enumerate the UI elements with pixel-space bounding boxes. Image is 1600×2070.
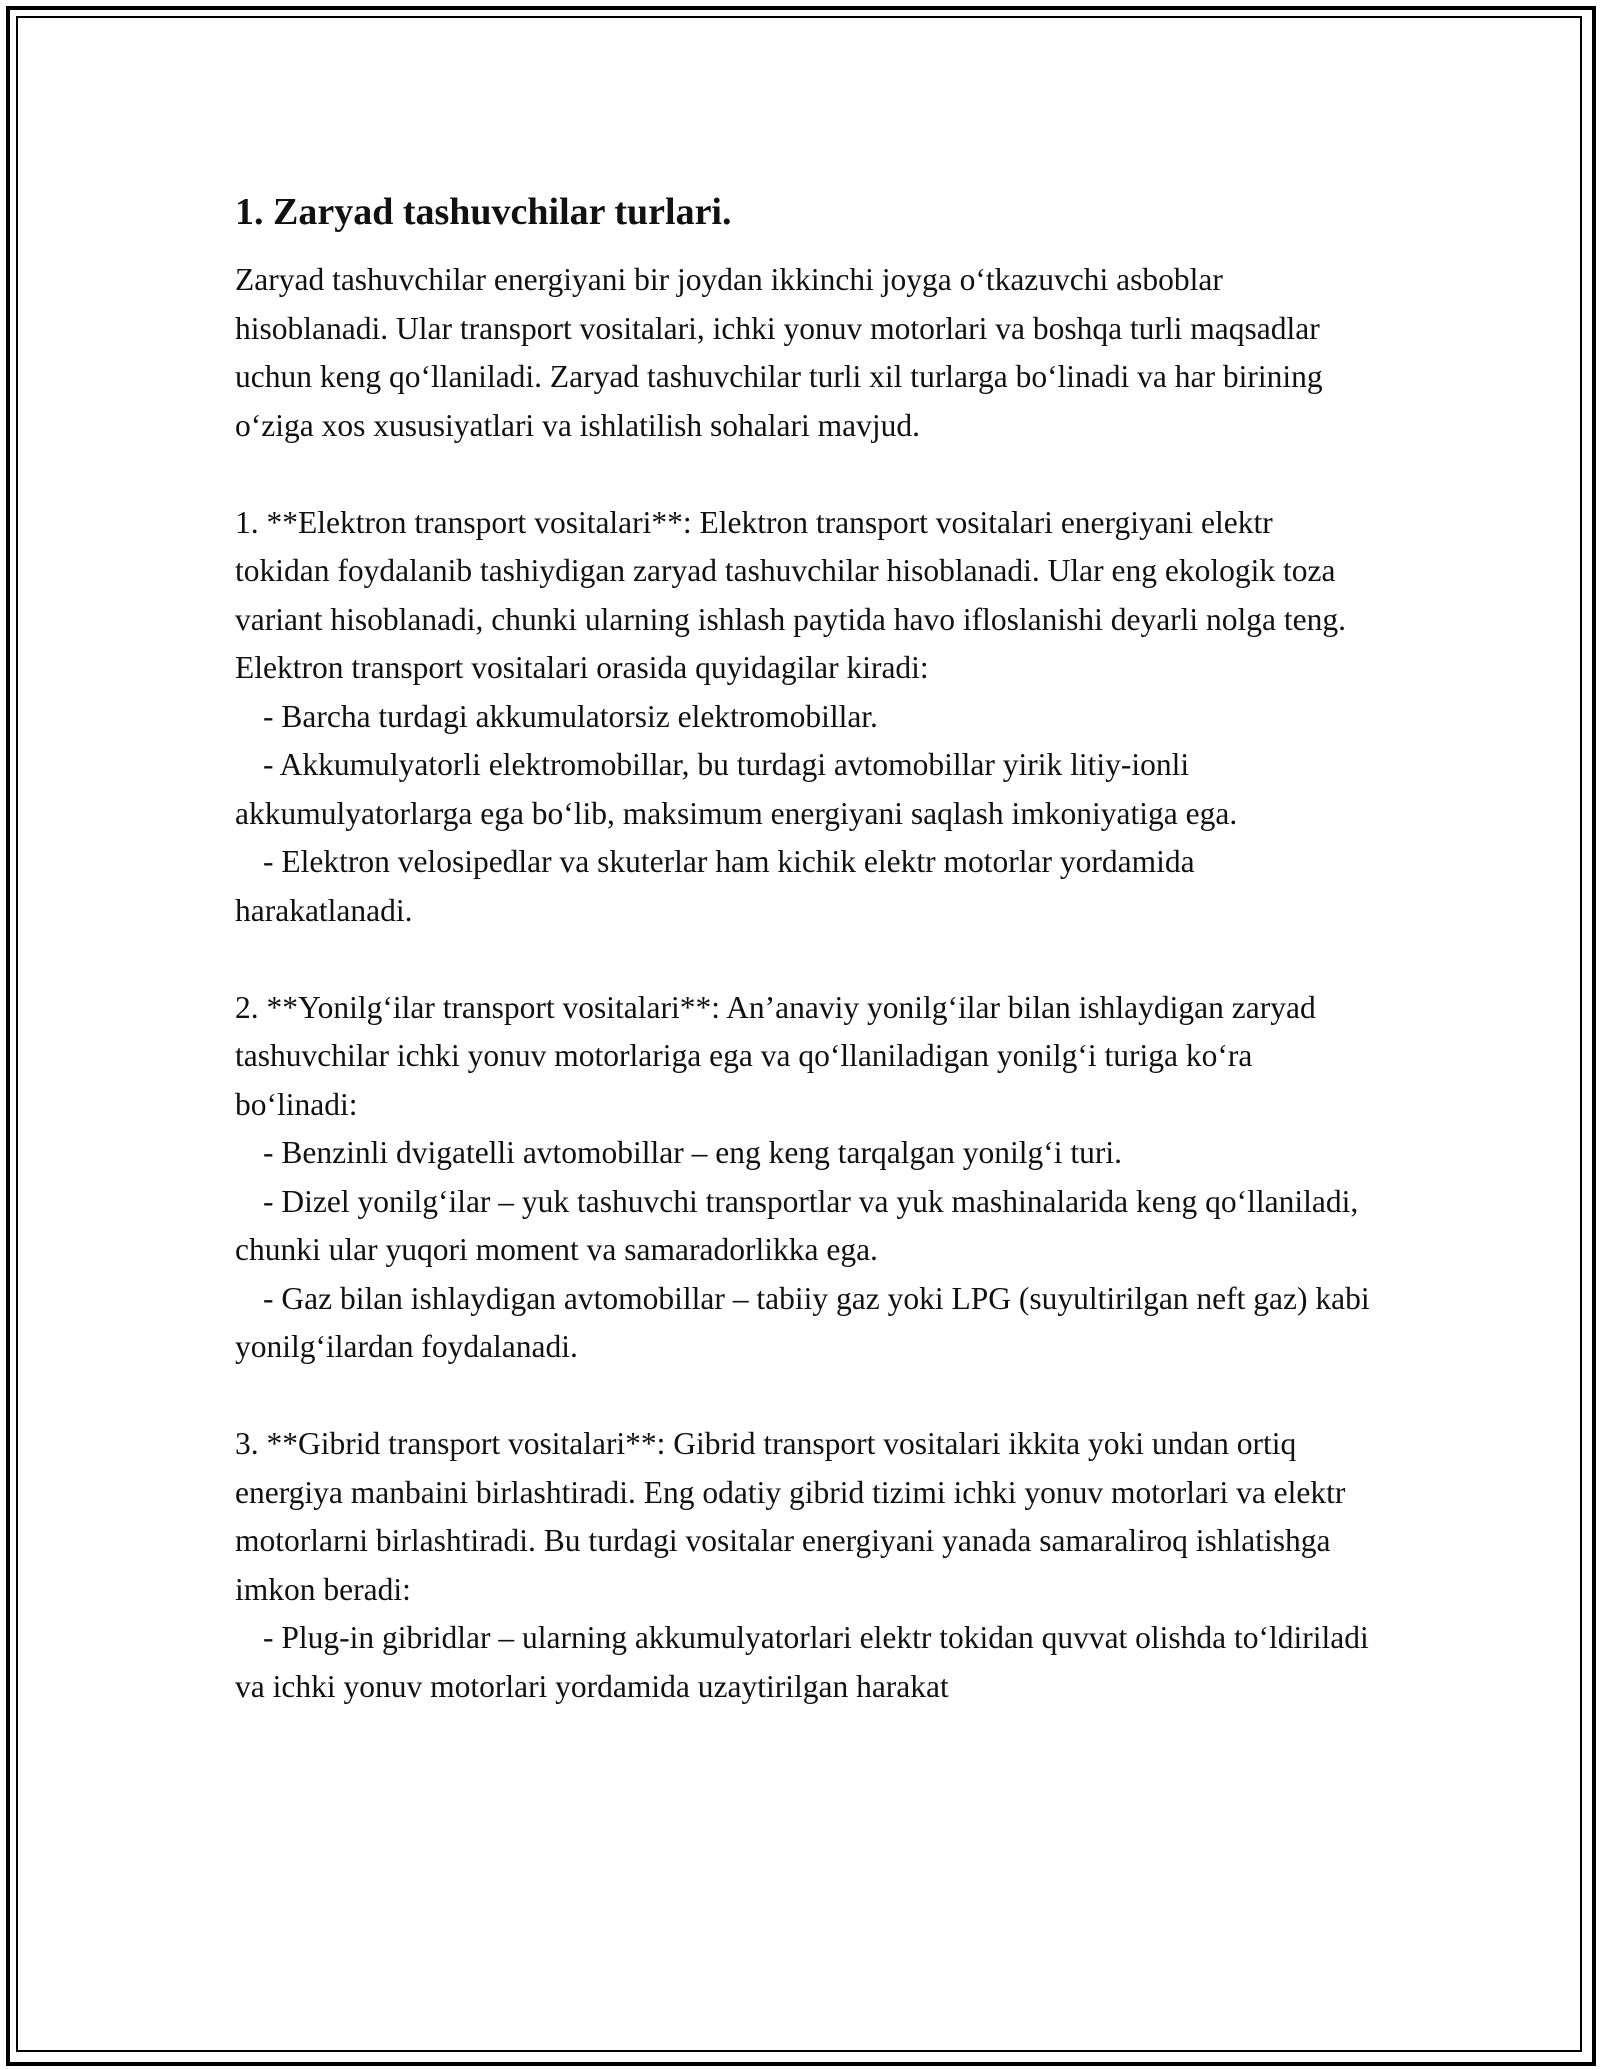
- paragraph-spacer: [235, 935, 1375, 984]
- section-heading: 1. Zaryad tashuvchilar turlari.: [235, 191, 732, 233]
- section-fuel: [235, 984, 1375, 1372]
- list-item: - Barcha turdagi akkumulatorsiz elektromobillar.: [263, 698, 878, 734]
- list-item: - Dizel yonilg‘ilar – yuk tashuvchi transportlar va yuk mashinalarida keng qo‘llaniladi, chunki ular yuqori moment va samaradorlikka ega.: [235, 1183, 1359, 1267]
- list-item: - Elektron velosipedlar va skuterlar ham kichik elektr motorlar yordamida harakatlanadi.: [235, 844, 1195, 928]
- section-electric: [235, 499, 1375, 936]
- paragraph-spacer: [235, 1372, 1375, 1421]
- section-lead: 2. **Yonilg‘ilar transport vositalari**: An’anaviy yonilg‘ilar bilan ishlaydigan zaryad tashuvchilar ichki yonuv motorlariga ega va qo‘llaniladigan yonilg‘i turiga ko‘ra bo‘linadi:: [235, 989, 1324, 1122]
- intro-paragraph: Zaryad tashuvchilar energiyani bir joydan ikkinchi joyga o‘tkazuvchi asboblar hisoblanadi. Ular transport vositalari, ichki yonuv motorlari va boshqa turli maqsadlar uchun keng qo‘llaniladi. Zaryad tashuvchilar turli xil turlarga bo‘linadi va har birining o‘ziga xos xususiyatlari va ishlatilish sohalari mavjud.: [235, 262, 1331, 443]
- list-item: - Benzinli dvigatelli avtomobillar – eng keng tarqalgan yonilg‘i turi.: [263, 1135, 1123, 1170]
- section-lead: 3. **Gibrid transport vositalari**: Gibrid transport vositalari ikkita yoki undan ortiq energiya manbaini birlashtiradi. Eng odatiy gibrid tizimi ichki yonuv motorlari va elektr motorlarni birlashtiradi. Bu turdagi vositalar energiyani yanada samaraliroq ishlatishga imkon beradi:: [235, 1426, 1354, 1607]
- list-item: - Akkumulyatorli elektromobillar, bu turdagi avtomobillar yirik litiy-ionli akkumulyatorlarga ega bo‘lib, maksimum energiyani saqlash imkoniyatiga ega.: [235, 747, 1238, 831]
- section-hybrid: [235, 1420, 1375, 1711]
- document-body: [235, 186, 1375, 1711]
- paragraph-spacer: [235, 450, 1375, 499]
- section-lead: 1. **Elektron transport vositalari**: Elektron transport vositalari energiyani elektr tokidan foydalanib tashiydigan zaryad tashuvchilar hisoblanadi. Ular eng ekologik toza variant hisoblanadi, chunki ularning ishlash paytida havo ifloslanishi deyarli nolga teng. Elektron transport vositalari orasida quyidagilar kiradi:: [235, 504, 1354, 685]
- list-item: - Gaz bilan ishlaydigan avtomobillar – tabiiy gaz yoki LPG (suyultirilgan neft gaz) kabi yonilg‘ilardan foydalanadi.: [235, 1280, 1370, 1364]
- list-item: - Plug-in gibridlar – ularning akkumulyatorlari elektr tokidan quvvat olishda to‘ldiriladi va ichki yonuv motorlari yordamida uzaytirilgan harakat: [235, 1620, 1369, 1704]
